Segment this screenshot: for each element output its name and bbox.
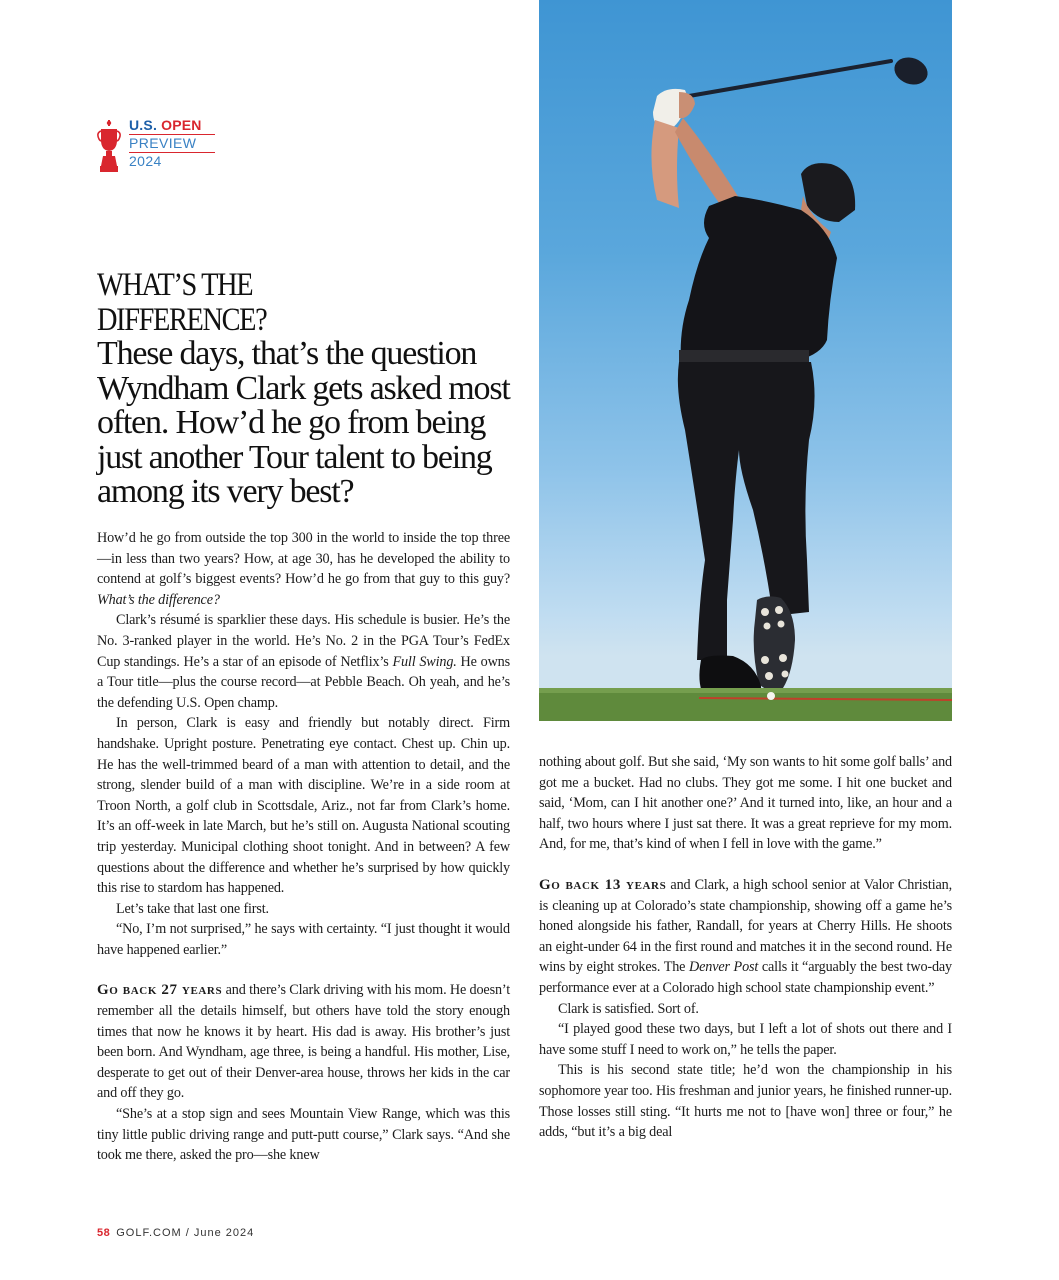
article-column-left [97,528,510,1166]
paragraph [97,610,510,713]
page-number: 58 [97,1227,111,1239]
paragraph-italic: What’s the difference? [97,591,220,608]
section-paragraph [97,980,510,1104]
paragraph-text: Let’s take that last one first. [116,900,269,917]
paragraph-text: Clark is satisfied. Sort of. [558,1000,699,1017]
paragraph-text: calls it “arguably the best two-day performance ever at a Colorado high school state championship event.” [539,959,952,996]
article-headline [97,268,517,510]
hero-photo [539,0,952,721]
paragraph-text: and there’s Clark driving with his mom. He doesn’t remember all the details himself, but others have told the story enough times that now he knows it by heart. His dad is away. His brother’s just been born. And Wyndham, age three, is being a handful. His mother, Lise, desperate to get out of their Denver-area house, throws her kids in the car and off they go. [97,982,510,1102]
paragraph-text: “I played good these two days, but I left a lot of shots out there and I have some stuff I need to work on,” he tells the paper. [539,1021,952,1058]
publication-name: Denver Post [689,959,759,976]
paragraph [539,999,952,1020]
paragraph-text: “She’s at a stop sign and sees Mountain View Range, which was this tiny little public driving range and putt-putt course,” Clark says. “And she took me there, asked the pro—she knew [97,1106,510,1164]
paragraph [97,1104,510,1166]
headline-caps-line-2: DIFFERENCE? [97,301,267,338]
paragraph-text: “No, I’m not surprised,” he says with certainty. “I just thought it would have happened earlier.” [97,921,510,958]
paragraph [97,713,510,898]
golfer-illustration [539,0,952,721]
trophy-icon [97,120,123,174]
paragraph-text: He owns a Tour title—plus the course record—at Pebble Beach. Oh yeah, and he’s the defending U.S. Open champ. [97,653,510,711]
headline-caps-line-1: WHAT’S THE [97,267,253,303]
logo-year: 2024 [129,153,162,169]
paragraph-text: This is his second state title; he’d won the championship in his sophomore year too. His freshman and junior years, he finished runner-up. Those losses still sting. “It hurts me not to [have won] three or four,” he adds, “but it’s a big deal [539,1062,952,1141]
headline-deck: These days, that’s the question Wyndham Clark gets asked most often. How’d he go from being just another Tour talent to being among its very best? [97,335,510,510]
paragraph-text: nothing about golf. But she said, ‘My son wants to hit some golf balls’ and got me a bucket. Had no clubs. They got me some. I hit one bucket and said, ‘Mom, can I hit another one?’ And it turned into, like, an hour and a half, two hours where I just sat there. It was a great reprieve for my mom. And, for me, that’s kind of when I fell in love with the game.” [539,754,952,853]
section-logo [97,118,215,174]
logo-preview: PREVIEW [129,135,197,151]
paragraph [539,752,952,855]
article-column-right [539,752,952,1143]
paragraph [539,1060,952,1142]
show-title: Full Swing. [392,653,457,670]
logo-open: OPEN [161,117,202,133]
paragraph [97,528,510,610]
section-paragraph [539,875,952,999]
paragraph-text: How’d he go from outside the top 300 in the world to inside the top three—in less than two years? How, at age 30, has he developed the ability to contend at golf’s biggest events? How’d he go from that guy to this guy? [97,530,510,588]
paragraph-text: Clark’s résumé is sparklier these days. His schedule is busier. He’s the No. 3-ranked player in the world. He’s No. 2 in the PGA Tour’s FedEx Cup standings. He’s a star of an episode of Netflix’s [97,612,510,670]
paragraph [97,899,510,920]
paragraph [539,1019,952,1060]
section-lead-in: Go back 27 years [97,982,223,999]
logo-us: U.S. [129,117,158,133]
paragraph-text: and Clark, a high school senior at Valor Christian, is cleaning up at Colorado’s state championship, showing off a game he’s honed alongside his father, Randall, for years at Cherry Hills. He shoots an eight-under 64 in the first round and matches it in the second round. He wins by eight strokes. The [539,876,953,976]
page-folio [97,1227,254,1239]
paragraph [97,919,510,960]
section-lead-in: Go back 13 years [539,876,667,893]
logo-title [129,118,215,133]
publication-line: GOLF.COM / June 2024 [116,1227,255,1239]
paragraph-text: In person, Clark is easy and friendly but notably direct. Firm handshake. Upright posture. Penetrating eye contact. Chest up. Chin up. He has the well-trimmed beard of a man with attention to detail, and the strong, slender build of a man with discipline. We’re in a side room at Troon North, a golf club in Scottsdale, Ariz., not far from Clark’s home. It’s an off-week in late March, but he’s still on. Augusta National scouting trip yesterday. Municipal clothing shoot tonight. And in between? A few questions about the difference and whether he’s surprised by how quickly this rise to stardom has happened. [97,715,510,897]
